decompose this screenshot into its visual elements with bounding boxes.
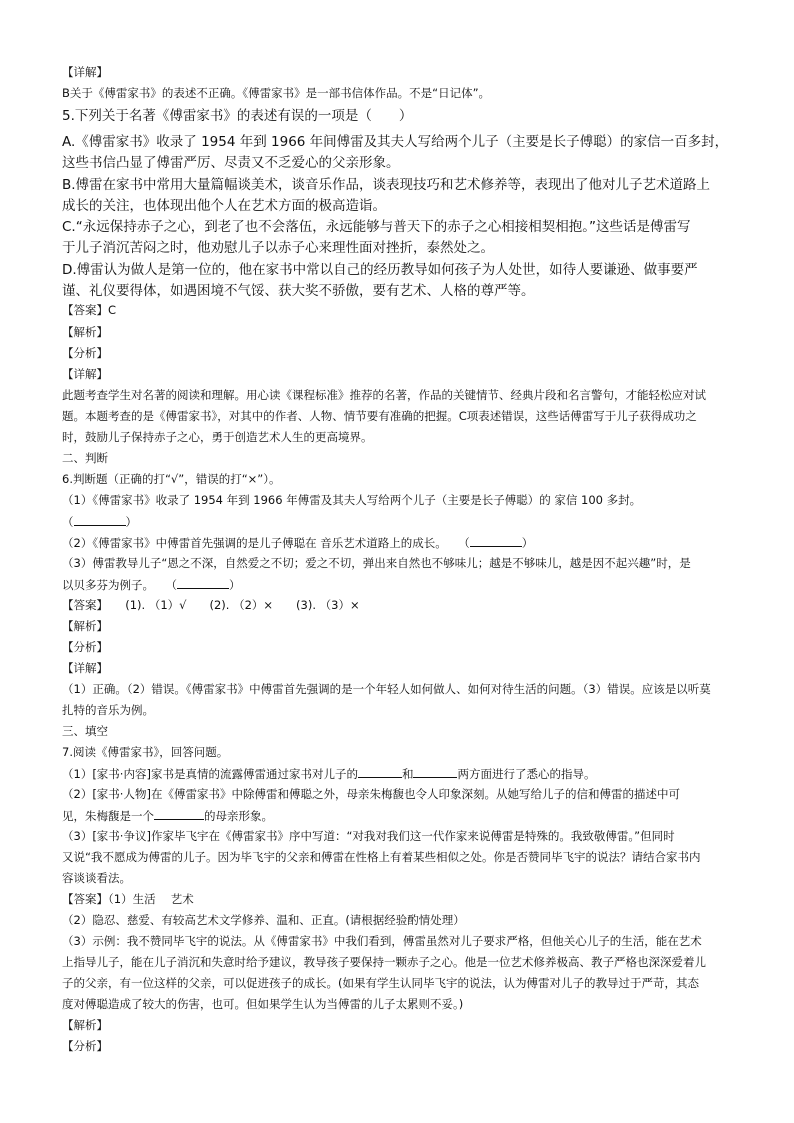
answer-text: 度对傅聪造成了较大的伤害，也可。但如果学生认为当傅雷的儿子太累则不妥。): [62, 997, 464, 1011]
answer-text: （3）示例：我不赞同毕飞宇的说法。从《傅雷家书》中我们看到，傅雷虽然对儿子要求严格，但他关心儿子的生活，能在艺术: [62, 934, 702, 948]
question-6-item-3-cont: [62, 576, 241, 593]
explanation-text: 扎特的音乐为例。: [62, 703, 154, 717]
answer-blank[interactable]: [413, 765, 457, 778]
item-text: 以贝多芬为例子。 （: [62, 578, 177, 592]
section-label-analysis: 【解析】: [62, 1018, 108, 1032]
section-label-analysis: 【解析】: [62, 325, 108, 339]
section-label-breakdown: 【分析】: [62, 346, 108, 360]
question-5-title: 5.下列关于名著《傅雷家书》的表述有误的一项是（ ）: [62, 108, 413, 124]
item-text: 见，朱梅馥是一个: [62, 809, 154, 823]
section-label-explanation: 【详解】: [62, 367, 108, 381]
item-text: 两方面进行了悉心的指导。: [457, 767, 596, 781]
question-6-item-2: [62, 534, 533, 551]
option-d-line-1: D.傅雷认为做人是第一位的，他在家书中常以自己的经历教导如何孩子为人处世，如待人要谦逊、做事要严: [62, 262, 698, 278]
section-label-analysis: 【解析】: [62, 619, 108, 633]
question-7-item-2-cont: [62, 807, 273, 824]
item-text: 的母亲形象。: [204, 809, 273, 823]
bracket-close: ）: [125, 515, 137, 529]
explanation-text: 此题考查学生对名著的阅读和理解。用心读《课程标准》推荐的名著，作品的关键情节、经典片段和名言警句，才能轻松应对试: [62, 388, 706, 402]
answer-blank[interactable]: [177, 576, 229, 589]
answer-label: 【答案】（1）生活 艺术: [62, 892, 194, 906]
section-label-explanation: 【详解】: [62, 661, 108, 675]
answer-blank[interactable]: [358, 765, 402, 778]
question-7-title: 7.阅读《傅雷家书》，回答问题。: [62, 745, 229, 759]
answer-blank[interactable]: [74, 513, 126, 526]
option-c-line-1: C.“永远保持赤子之心，到老了也不会落伍，永远能够与普天下的赤子之心相接相契相抱。”这些话是傅雷写: [62, 219, 691, 235]
question-6-title: 6.判断题（正确的打“√”，错误的打“×”）。: [62, 472, 281, 486]
option-a-line-1: A.《傅雷家书》收录了 1954 年到 1966 年间傅雷及其夫人写给两个儿子（主要是长子傅聪）的家信一百多封，: [62, 134, 729, 150]
explanation-text: B关于《傅雷家书》的表述不正确。《傅雷家书》是一部书信体作品。不是“日记体”。: [62, 86, 491, 100]
option-c-line-2: 于儿子消沉苦闷之时，他劝慰儿子以赤子心来理性面对挫折，泰然处之。: [62, 240, 494, 256]
answer-blank[interactable]: [470, 534, 522, 547]
question-6-item-1: （1）《傅雷家书》收录了 1954 年到 1966 年傅雷及其夫人写给两个儿子（主要是长子傅聪）的 家信 100 多封。: [62, 493, 642, 507]
section-label-explanation: 【详解】: [62, 65, 108, 79]
answer-text: 上指导儿子，能在儿子消沉和失意时给予建议，教导孩子要保持一颗赤子之心。他是一位艺术修养极高、教子严格也深深爱着儿: [62, 955, 706, 969]
option-a-line-2: 这些书信凸显了傅雷严厉、尽责又不乏爱心的父亲形象。: [62, 155, 400, 171]
question-6-item-3: （3）傅雷教导儿子“恩之不深，自然爱之不切；爱之不切，弹出来自然也不够味儿；越是不够味儿，越是因不起兴趣”时，是: [62, 556, 691, 570]
option-d-line-2: 谨、礼仪要得体，如遇困境不气馁、获大奖不骄傲，要有艺术、人格的尊严等。: [62, 283, 535, 299]
question-7-item-2: （2）[家书·人物]在《傅雷家书》中除傅雷和傅聪之外，母亲朱梅馥也令人印象深刻。从她写给儿子的信和傅雷的描述中可: [62, 787, 680, 801]
question-7-item-3-cont: 又说“我不愿成为傅雷的儿子。因为毕飞宇的父亲和傅雷在性格上有着某些相似之处。你是否赞同毕飞宇的说法？请结合家书内: [62, 850, 701, 864]
answer-blank-line: [62, 513, 137, 530]
option-b-line-1: B.傅雷在家书中常用大量篇幅谈美术，谈音乐作品，谈表现技巧和艺术修养等，表现出了他对儿子艺术道路上: [62, 177, 711, 193]
explanation-text: （1）正确。（2）错误。《傅雷家书》中傅雷首先强调的是一个年轻人如何做人、如何对待生活的问题。（3）错误。应该是以听莫: [62, 682, 711, 696]
question-7-item-1: [62, 765, 595, 782]
section-heading-judgement: 二、判断: [62, 451, 108, 465]
question-7-item-3: （3）[家书·争议]作家毕飞宇在《傅雷家书》序中写道：“对我对我们这一代作家来说傅雷是特殊的。我致敬傅雷。”但同时: [62, 829, 675, 843]
answer-text: （2）隐忍、慈爱、有较高艺术文学修养、温和、正直。(请根据经验酌情处理）: [62, 913, 465, 927]
answer-text: 子的父亲，有一位这样的父亲，可以促进孩子的成长。(如果有学生认同毕飞宇的说法，认为傅雷对儿子的教导过于严苛，其态: [62, 976, 699, 990]
explanation-text: 时，鼓励儿子保持赤子之心，勇于创造艺术人生的更高境界。: [62, 430, 373, 444]
bracket-close: ）: [521, 536, 534, 550]
section-heading-fill-in: 三、填空: [62, 724, 108, 738]
question-7-item-3-cont: 容谈谈看法。: [62, 871, 131, 885]
bracket-close: ）: [229, 578, 241, 592]
item-text: （2）《傅雷家书》中傅雷首先强调的是儿子傅聪在 音乐艺术道路上的成长。 （: [62, 536, 470, 550]
option-b-line-2: 成长的关注，也体现出他个人在艺术方面的极高造诣。: [62, 198, 386, 214]
item-text: 和: [401, 767, 414, 781]
answer-blank[interactable]: [154, 807, 204, 820]
item-text: （1）[家书·内容]家书是真情的流露傅雷通过家书对儿子的: [62, 767, 358, 781]
answer-label: 【答案】 (1). （1）√ (2). （2）× (3). （3）×: [62, 598, 360, 612]
bracket-open: （: [62, 515, 74, 529]
section-label-breakdown: 【分析】: [62, 1039, 108, 1053]
answer-label: 【答案】C: [62, 303, 117, 317]
explanation-text: 题。本题考查的是《傅雷家书》，对其中的作者、人物、情节要有准确的把握。C项表述错误，这些话傅雷写于儿子获得成功之: [62, 409, 697, 423]
section-label-breakdown: 【分析】: [62, 640, 108, 654]
